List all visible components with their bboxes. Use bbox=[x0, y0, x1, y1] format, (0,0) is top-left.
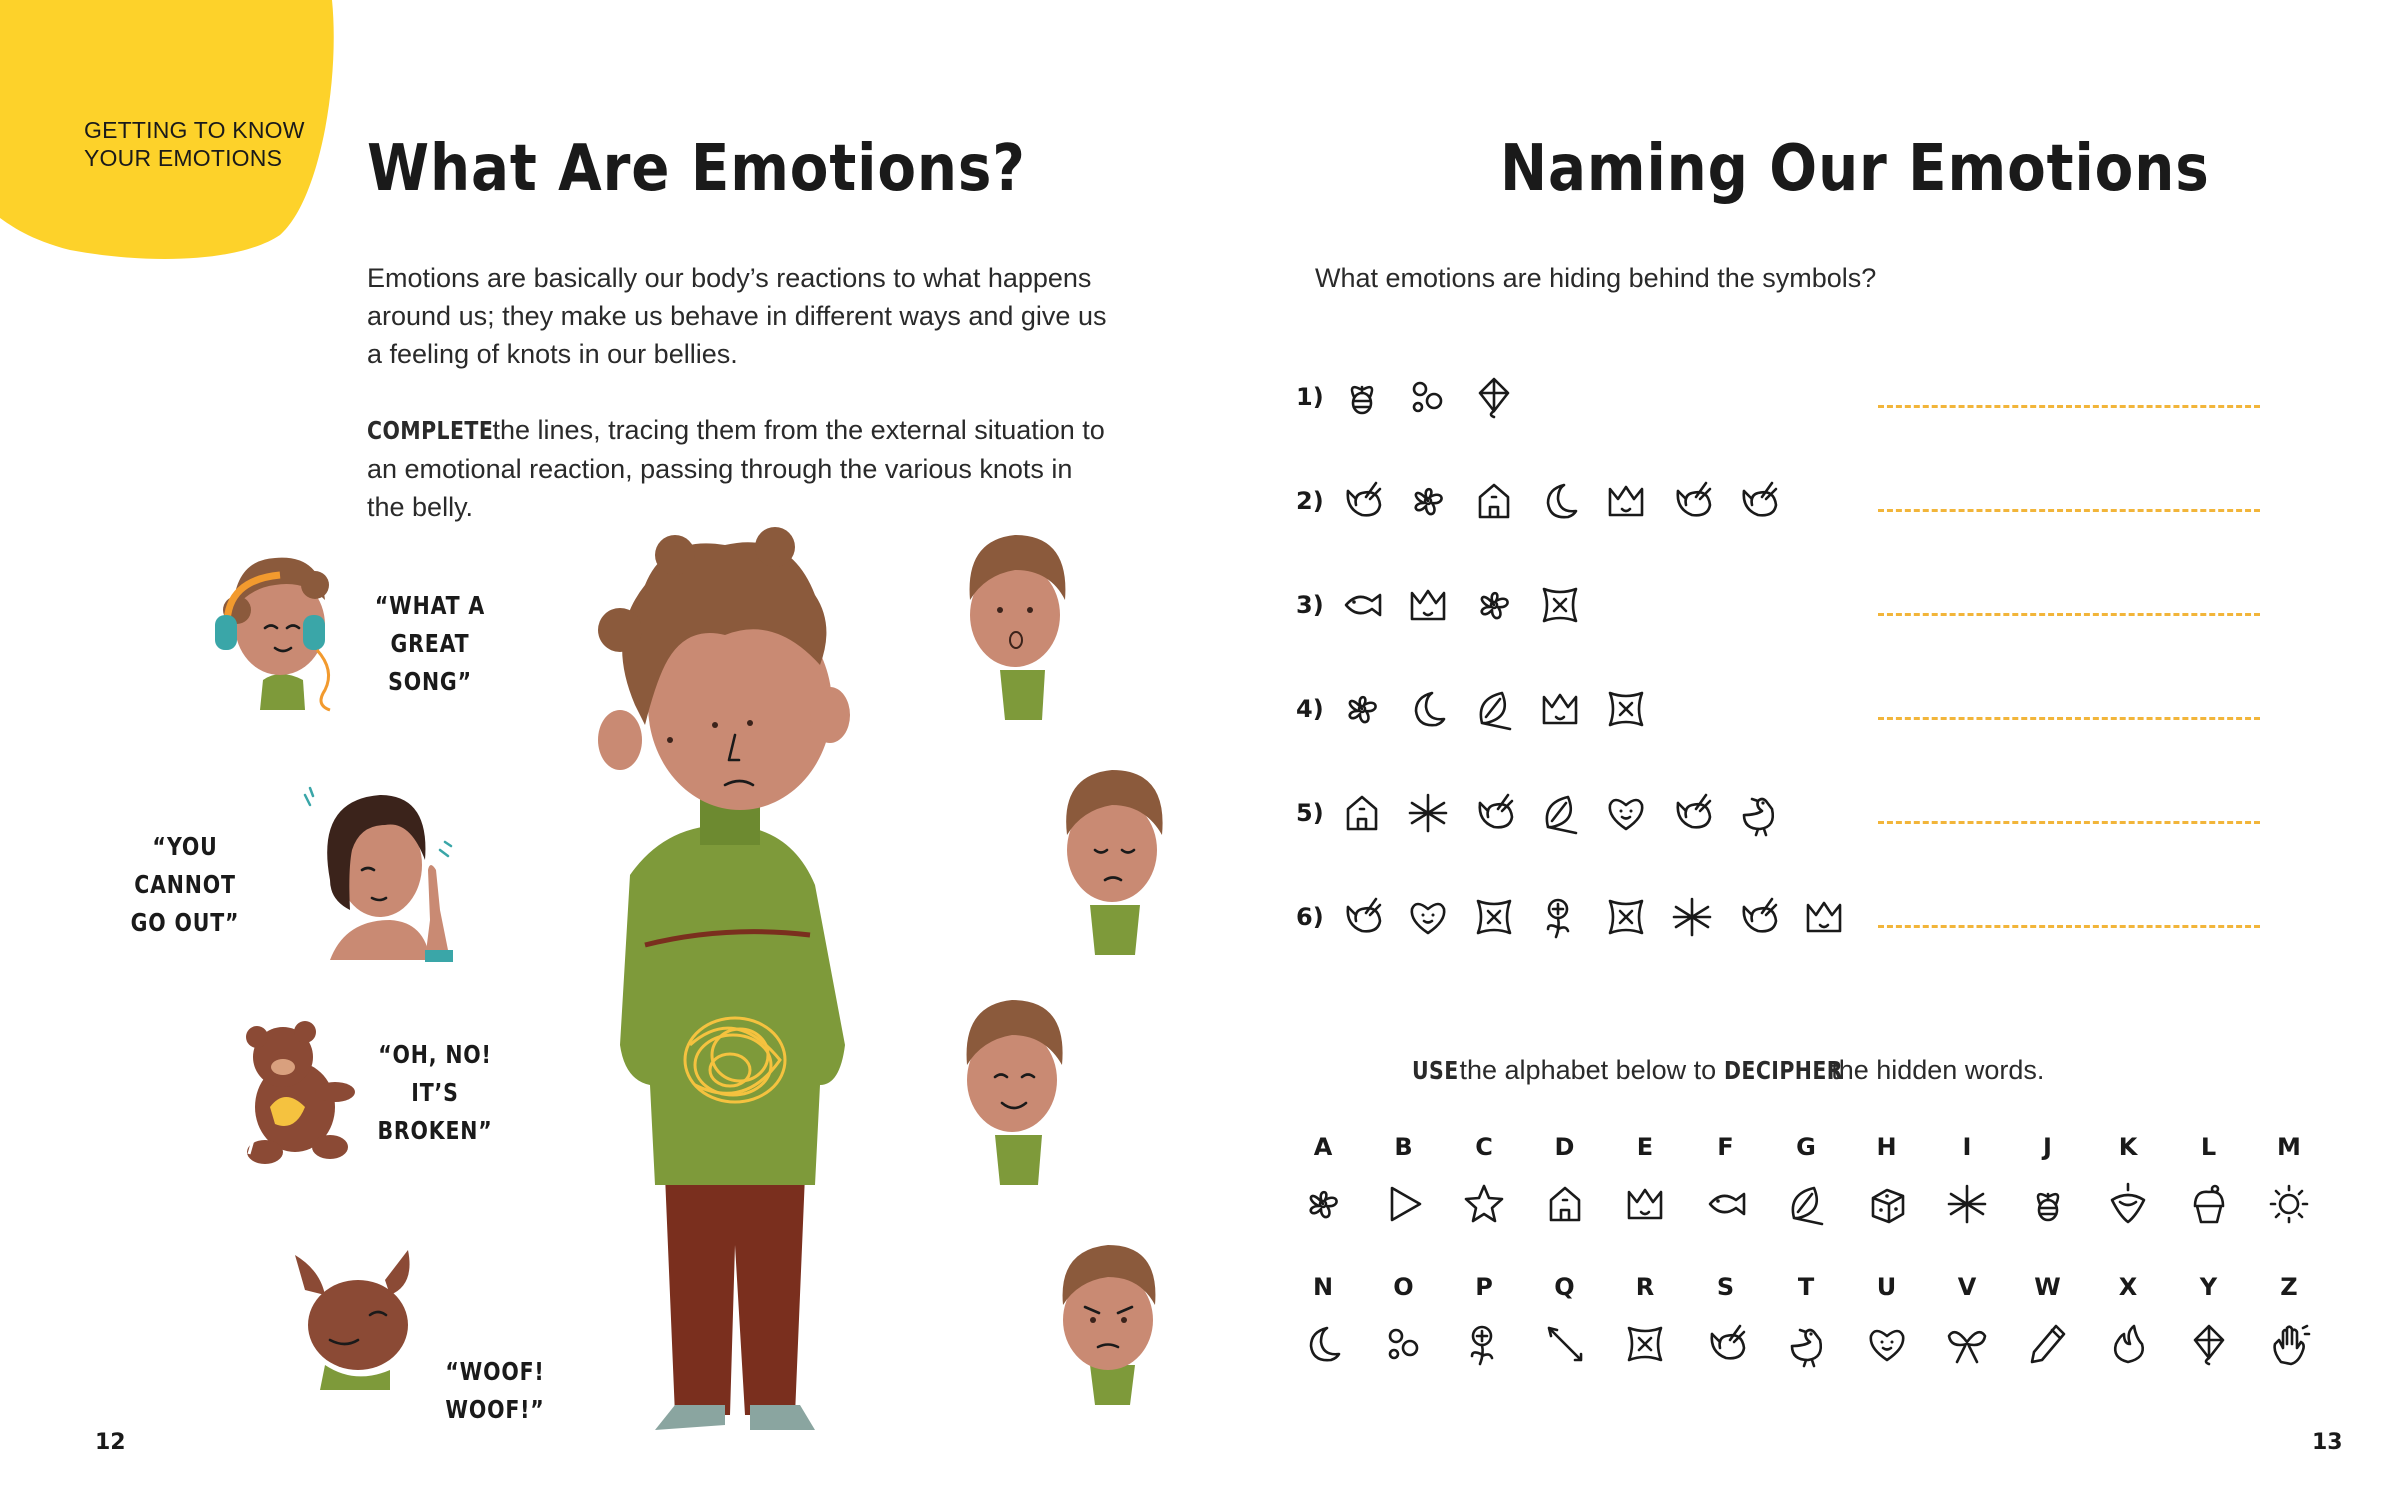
snail-icon bbox=[1704, 1322, 1748, 1366]
quote-woof-line2: WOOF!” bbox=[445, 1395, 545, 1424]
answer-line[interactable] bbox=[1878, 717, 2260, 720]
pillow-icon bbox=[1538, 583, 1582, 627]
pillow-icon bbox=[1472, 895, 1516, 939]
puzzle-row-label: 5) bbox=[1296, 799, 1324, 827]
asterisk-icon bbox=[1406, 791, 1450, 835]
puzzle-row-label: 2) bbox=[1296, 487, 1324, 515]
bee-icon bbox=[1340, 375, 1384, 419]
cupcake-icon bbox=[2187, 1182, 2231, 1226]
alphabet-letter: K bbox=[2118, 1133, 2138, 1161]
quote-woof-line1: “WOOF! bbox=[445, 1357, 545, 1386]
heart-icon bbox=[1865, 1322, 1909, 1366]
instruction-line-1: the lines, tracing them from the external situation to bbox=[485, 415, 1105, 445]
angry-face-illustration bbox=[1040, 1235, 1165, 1405]
pillow-icon bbox=[1623, 1322, 1667, 1366]
answer-line[interactable] bbox=[1878, 405, 2260, 408]
kite-icon bbox=[1472, 375, 1516, 419]
puzzle-row-label: 4) bbox=[1296, 695, 1324, 723]
quote-song-line2: GREAT SONG” bbox=[388, 629, 472, 696]
hand-icon bbox=[2267, 1322, 2311, 1366]
snail-icon bbox=[1736, 895, 1780, 939]
duck-icon bbox=[1784, 1322, 1828, 1366]
asterisk-icon bbox=[1945, 1182, 1989, 1226]
left-page-number: 12 bbox=[95, 1430, 126, 1455]
bubbles-icon bbox=[1382, 1322, 1426, 1366]
quote-broken-line1: “OH, NO! bbox=[378, 1040, 492, 1069]
snail-icon bbox=[1736, 479, 1780, 523]
alphabet-letter: V bbox=[1957, 1273, 1977, 1301]
intro-line-3: a feeling of knots in our bellies. bbox=[367, 339, 738, 369]
scolding-woman-illustration bbox=[290, 770, 465, 970]
pillow-icon bbox=[1604, 895, 1648, 939]
instruction-line-2: an emotional reaction, passing through the various knots in bbox=[367, 454, 1073, 484]
boy-standing-illustration bbox=[575, 525, 865, 1450]
puzzle-row-label: 6) bbox=[1296, 903, 1324, 931]
house-icon bbox=[1340, 791, 1384, 835]
dandelion-icon bbox=[1462, 1322, 1506, 1366]
fish-icon bbox=[1340, 583, 1384, 627]
flame-icon bbox=[2106, 1322, 2150, 1366]
quote-cannot-line1: “YOU CANNOT bbox=[134, 832, 236, 899]
quote-woof bbox=[438, 1353, 553, 1429]
asterisk-icon bbox=[1670, 895, 1714, 939]
alphabet-letter: E bbox=[1636, 1133, 1654, 1161]
alphabet-letter: T bbox=[1797, 1273, 1815, 1301]
quote-cannot bbox=[107, 828, 263, 942]
alphabet-letter: C bbox=[1475, 1133, 1493, 1161]
alphabet-letter: L bbox=[2200, 1133, 2217, 1161]
triangle-icon bbox=[1382, 1182, 1426, 1226]
quote-broken bbox=[361, 1036, 509, 1150]
crown-icon bbox=[1406, 583, 1450, 627]
fish-icon bbox=[1704, 1182, 1748, 1226]
quote-cannot-line2: GO OUT” bbox=[130, 908, 240, 937]
snail-icon bbox=[1670, 791, 1714, 835]
instruction-keyword: COMPLETE bbox=[367, 416, 494, 445]
instruction-paragraph bbox=[367, 411, 1147, 526]
alphabet-letter: G bbox=[1796, 1133, 1816, 1161]
alphabet-letter: A bbox=[1313, 1133, 1333, 1161]
flower-icon bbox=[1301, 1182, 1345, 1226]
house-icon bbox=[1543, 1182, 1587, 1226]
surprised-face-illustration bbox=[950, 520, 1075, 720]
alphabet-letter: B bbox=[1394, 1133, 1413, 1161]
bee-icon bbox=[2026, 1182, 2070, 1226]
kite-icon bbox=[2187, 1322, 2231, 1366]
flower-icon bbox=[1472, 583, 1516, 627]
quote-song bbox=[356, 587, 504, 701]
answer-line[interactable] bbox=[1878, 509, 2260, 512]
leaf-icon bbox=[1538, 791, 1582, 835]
right-page-number: 13 bbox=[2312, 1430, 2343, 1455]
alphabet-letter: U bbox=[1876, 1273, 1897, 1301]
happy-face-illustration bbox=[950, 985, 1075, 1185]
decipher-instruction bbox=[1412, 1051, 2044, 1090]
intro-line-2: around us; they make us behave in different ways and give us bbox=[367, 301, 1107, 331]
alphabet-letter: F bbox=[1717, 1133, 1734, 1161]
bubbles-icon bbox=[1406, 375, 1450, 419]
pencil-icon bbox=[2026, 1322, 2070, 1366]
house-icon bbox=[1472, 479, 1516, 523]
quote-song-line1: “WHAT A bbox=[374, 591, 486, 620]
moon-icon bbox=[1406, 687, 1450, 731]
alphabet-letter: W bbox=[2034, 1273, 2061, 1301]
dandelion-icon bbox=[1538, 895, 1582, 939]
crown-icon bbox=[1802, 895, 1846, 939]
right-page-title: Naming Our Emotions bbox=[1500, 132, 2210, 206]
alphabet-letter: I bbox=[1962, 1133, 1972, 1161]
star-icon bbox=[1462, 1182, 1506, 1226]
pillow-icon bbox=[1604, 687, 1648, 731]
sun-icon bbox=[2267, 1182, 2311, 1226]
instruction-line-3: the belly. bbox=[367, 492, 474, 522]
decipher-text-end: the hidden words. bbox=[1823, 1055, 2045, 1085]
alphabet-letter: J bbox=[2043, 1133, 2052, 1161]
answer-line[interactable] bbox=[1878, 613, 2260, 616]
barking-dog-illustration bbox=[290, 1245, 425, 1390]
alphabet-letter: X bbox=[2118, 1273, 2138, 1301]
arrow-icon bbox=[1543, 1322, 1587, 1366]
decipher-keyword-use: USE bbox=[1412, 1056, 1459, 1085]
section-tag-line2: YOUR EMOTIONS bbox=[84, 145, 283, 171]
snail-icon bbox=[1340, 895, 1384, 939]
alphabet-letter: H bbox=[1876, 1133, 1897, 1161]
bow-icon bbox=[1945, 1322, 1989, 1366]
spinning-top-icon bbox=[2106, 1182, 2150, 1226]
flower-icon bbox=[1340, 687, 1384, 731]
intro-paragraph bbox=[367, 259, 1127, 373]
flower-icon bbox=[1406, 479, 1450, 523]
broken-teddy-bear-illustration bbox=[225, 1012, 365, 1167]
alphabet-letter: N bbox=[1312, 1273, 1334, 1301]
alphabet-letter: M bbox=[2277, 1133, 2301, 1161]
boy-with-headphones-illustration bbox=[205, 540, 350, 715]
crown-icon bbox=[1623, 1182, 1667, 1226]
sad-face-illustration bbox=[1040, 755, 1175, 955]
answer-line[interactable] bbox=[1878, 925, 2260, 928]
dice-icon bbox=[1865, 1182, 1909, 1226]
moon-icon bbox=[1538, 479, 1582, 523]
decipher-keyword-decipher: DECIPHER bbox=[1723, 1056, 1843, 1085]
alphabet-letter: Q bbox=[1554, 1273, 1575, 1301]
puzzle-row-label: 1) bbox=[1296, 383, 1324, 411]
answer-line[interactable] bbox=[1878, 821, 2260, 824]
section-tag bbox=[84, 116, 305, 172]
alphabet-letter: Y bbox=[2199, 1273, 2218, 1301]
heart-icon bbox=[1604, 791, 1648, 835]
alphabet-letter: Z bbox=[2280, 1273, 2298, 1301]
alphabet-letter: D bbox=[1554, 1133, 1575, 1161]
puzzle-row-label: 3) bbox=[1296, 591, 1324, 619]
moon-icon bbox=[1301, 1322, 1345, 1366]
duck-icon bbox=[1736, 791, 1780, 835]
alphabet-letter: R bbox=[1635, 1273, 1655, 1301]
leaf-icon bbox=[1784, 1182, 1828, 1226]
snail-icon bbox=[1670, 479, 1714, 523]
decipher-text-mid: the alphabet below to bbox=[1452, 1055, 1724, 1085]
alphabet-letter: S bbox=[1716, 1273, 1735, 1301]
leaf-icon bbox=[1472, 687, 1516, 731]
intro-line-1: Emotions are basically our body’s reactions to what happens bbox=[367, 263, 1092, 293]
left-page-title: What Are Emotions? bbox=[367, 132, 1026, 206]
quote-broken-line2: IT’S BROKEN” bbox=[377, 1078, 493, 1145]
crown-icon bbox=[1538, 687, 1582, 731]
crown-icon bbox=[1604, 479, 1648, 523]
heart-icon bbox=[1406, 895, 1450, 939]
puzzle-prompt: What emotions are hiding behind the symbols? bbox=[1315, 263, 1877, 293]
alphabet-letter: O bbox=[1393, 1273, 1414, 1301]
alphabet-letter: P bbox=[1475, 1273, 1493, 1301]
snail-icon bbox=[1340, 479, 1384, 523]
section-tag-line1: GETTING TO KNOW bbox=[84, 117, 305, 143]
snail-icon bbox=[1472, 791, 1516, 835]
